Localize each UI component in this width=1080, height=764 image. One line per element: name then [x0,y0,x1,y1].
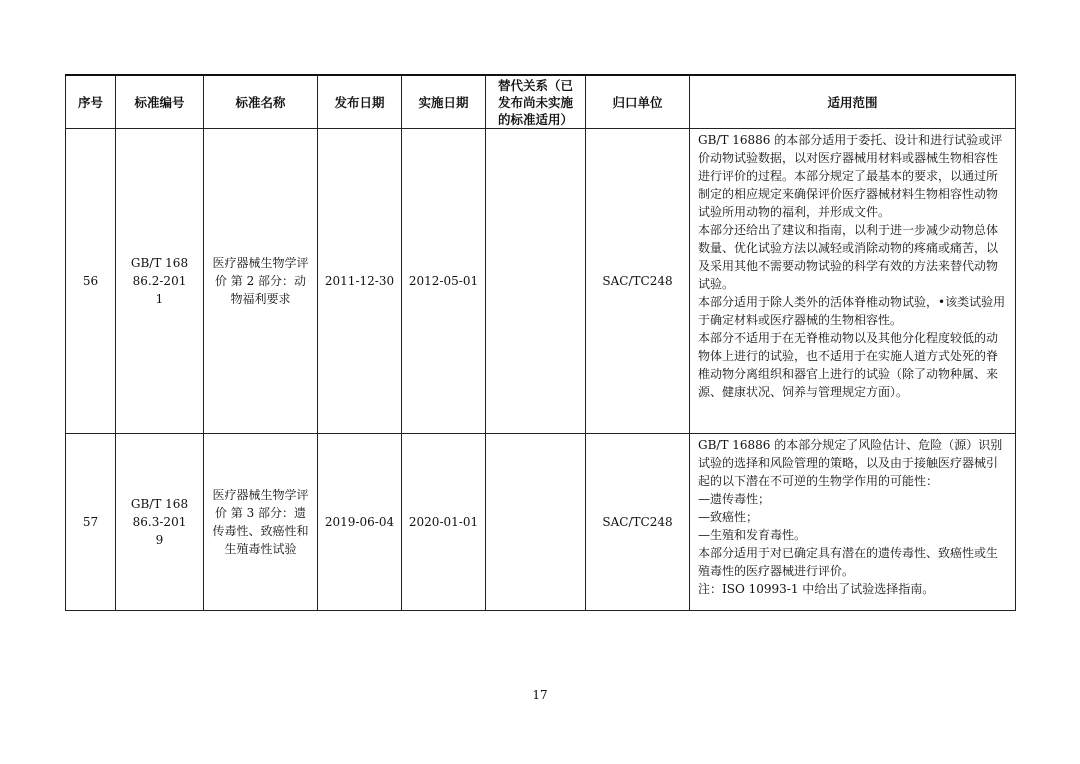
header-code: 标准编号 [116,75,204,129]
cell-department: SAC/TC248 [586,434,690,611]
cell-implement-date: 2012-05-01 [402,129,486,434]
page-number: 17 [532,688,548,702]
scope-paragraph: GB/T 16886 的本部分适用于委托、设计和进行试验或评价动物试验数据，以对医疗器械用材料或器械生物相容性进行评价的过程。本部分规定了最基本的要求，以通过所制定的相应规定来确保评价医疗器械材料生物相容性动物试验所用动物的福利，并形成文件。 [698,133,1003,219]
cell-replacement [486,129,586,434]
scope-paragraph: —遗传毒性； [698,492,771,506]
standards-table [65,74,1016,611]
cell-department: SAC/TC248 [586,129,690,434]
cell-scope [690,434,1016,611]
header-row [66,75,1016,129]
header-publish-date: 发布日期 [318,75,402,129]
scope-paragraph: 本部分还给出了建议和指南，以利于进一步减少动物总体数量、优化试验方法以减轻或消除动物的疼痛或痛苦，以及采用其他不需要动物试验的科学有效的方法来替代动物试验。 [698,223,999,291]
cell-replacement [486,434,586,611]
cell-name: 医疗器械生物学评价 第 3 部分：遗传毒性、致癌性和生殖毒性试验 [204,434,318,611]
header-implement-date: 实施日期 [402,75,486,129]
scope-paragraph: —致癌性； [698,510,759,524]
header-name: 标准名称 [204,75,318,129]
header-scope: 适用范围 [690,75,1016,129]
scope-paragraph: 本部分适用于对已确定具有潜在的遗传毒性、致癌性或生殖毒性的医疗器械进行评价。 [698,546,999,578]
header-no: 序号 [66,75,116,129]
cell-no: 56 [66,129,116,434]
scope-paragraph: 本部分不适用于在无脊椎动物以及其他分化程度较低的动物体上进行的试验，也不适用于在实施人道方式处死的脊椎动物分离组织和器官上进行的试验（除了动物种属、来源、健康状况、饲养与管理规定方面）。 [698,331,999,399]
cell-publish-date: 2019-06-04 [318,434,402,611]
header-replacement: 替代关系（已发布尚未实施的标准适用） [486,75,586,129]
cell-name: 医疗器械生物学评价 第 2 部分：动物福利要求 [204,129,318,434]
cell-scope [690,129,1016,434]
cell-code: GB/T 16886.3-2019 [116,434,204,611]
cell-no: 57 [66,434,116,611]
cell-code: GB/T 16886.2-2011 [116,129,204,434]
header-department: 归口单位 [586,75,690,129]
scope-paragraph: GB/T 16886 的本部分规定了风险估计、危险（源）识别试验的选择和风险管理的策略，以及由于接触医疗器械引起的以下潜在不可逆的生物学作用的可能性： [698,438,1003,488]
cell-implement-date: 2020-01-01 [402,434,486,611]
scope-paragraph: —生殖和发育毒性。 [698,528,807,542]
table-row [66,434,1016,611]
scope-paragraph: 注：ISO 10993-1 中给出了试验选择指南。 [698,582,935,596]
cell-publish-date: 2011-12-30 [318,129,402,434]
table-row [66,129,1016,434]
scope-paragraph: 本部分适用于除人类外的活体脊椎动物试验，•该类试验用于确定材料或医疗器械的生物相容性。 [698,295,1006,327]
